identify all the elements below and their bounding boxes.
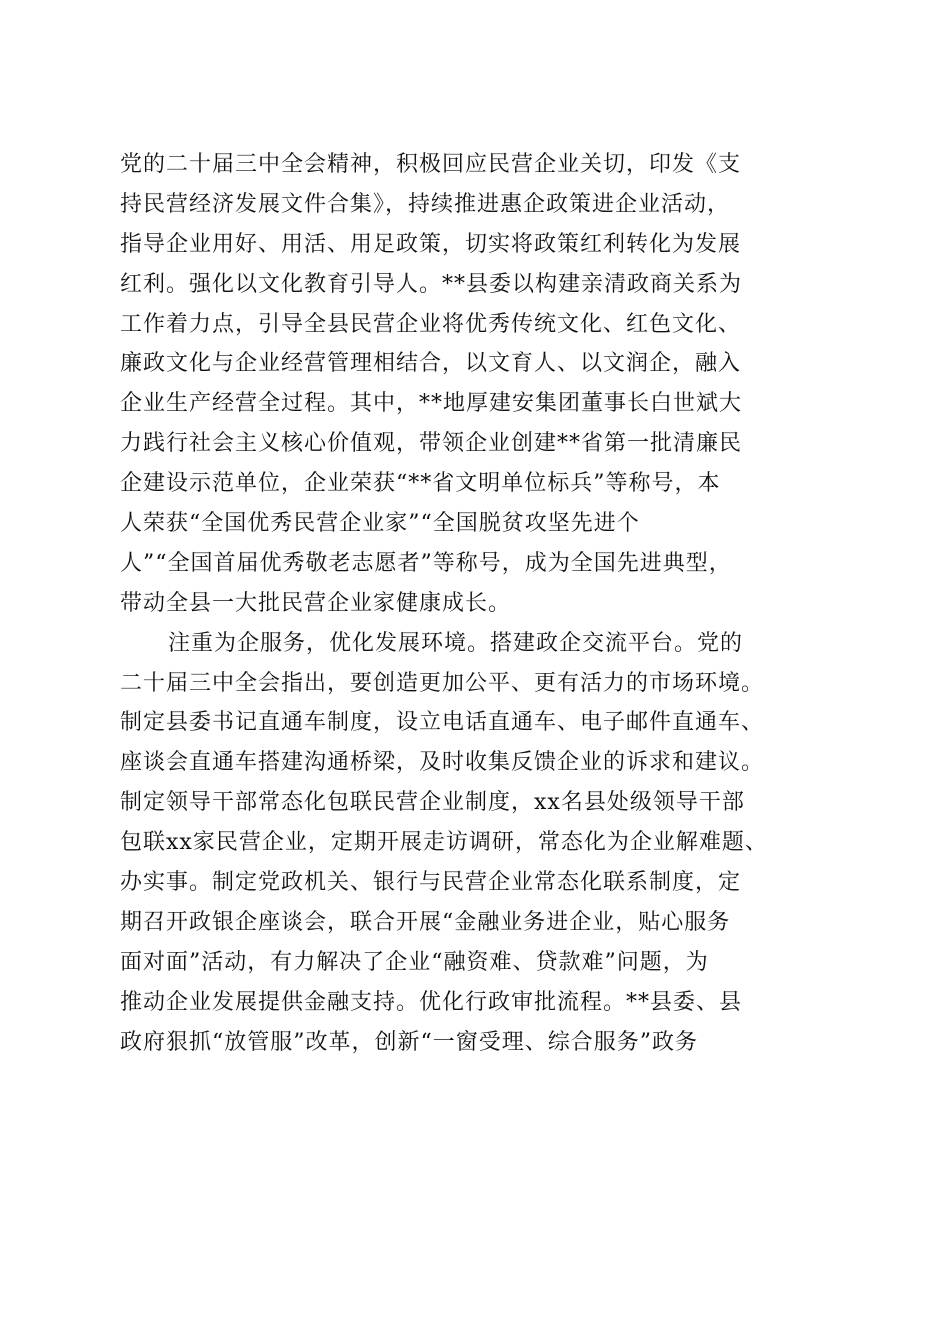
text-line: 制定领导干部常态化包联民营企业制度，xx名县处级领导干部 (120, 790, 745, 816)
text-line: 人”“全国首届优秀敬老志愿者”等称号，成为全国先进典型， (120, 550, 732, 576)
text-line: 廉政文化与企业经营管理相结合，以文育人、以文润企，融入 (120, 351, 742, 377)
paragraph-2 (120, 624, 830, 1063)
text-line: 期召开政银企座谈会，联合开展“金融业务进企业，贴心服务 (120, 909, 731, 935)
text-line: 企建设示范单位，企业荣获“**省文明单位标兵”等称号，本 (120, 471, 721, 497)
text-line: 工作着力点，引导全县民营企业将优秀传统文化、红色文化、 (120, 311, 742, 337)
body-text (120, 145, 830, 1062)
text-line: 人荣获“全国优秀民营企业家”“全国脱贫攻坚先进个 (120, 511, 640, 537)
text-line: 党的二十届三中全会精神，积极回应民营企业关切，印发《支 (120, 152, 742, 177)
text-line: 红利。强化以文化教育引导人。**县委以构建亲清政商关系为 (120, 271, 743, 297)
text-line: 推动企业发展提供金融支持。优化行政审批流程。**县委、县 (120, 989, 743, 1015)
text-line: 企业生产经营全过程。其中，**地厚建安集团董事长白世斌大 (120, 391, 743, 417)
text-line: 包联xx家民营企业，定期开展走访调研，常态化为企业解难题、 (120, 830, 768, 856)
text-line: 持民营经济发展文件合集》，持续推进惠企政策进企业活动， (120, 191, 731, 217)
text-line: 办实事。制定党政机关、银行与民营企业常态化联系制度，定 (120, 870, 742, 896)
text-line: 制定县委书记直通车制度，设立电话直通车、电子邮件直通车、 (120, 710, 765, 736)
text-line: 座谈会直通车搭建沟通桥梁，及时收集反馈企业的诉求和建议。 (120, 750, 765, 776)
text-line: 指导企业用好、用活、用足政策，切实将政策红利转化为发展 (120, 231, 742, 257)
text-line: 注重为企服务，优化发展环境。搭建政企交流平台。党的 (168, 630, 744, 656)
text-line: 二十届三中全会指出，要创造更加公平、更有活力的市场环境。 (120, 670, 765, 696)
text-line: 力践行社会主义核心价值观，带领企业创建**省第一批清廉民 (120, 431, 743, 457)
paragraph-1 (120, 145, 830, 624)
text-line: 政府狠抓“放管服”改革，创新“一窗受理、综合服务”政务 (120, 1029, 698, 1055)
text-line: 带动全县一大批民营企业家健康成长。 (120, 590, 512, 616)
text-line: 面对面”活动，有力解决了企业“融资难、贷款难”问题，为 (120, 949, 709, 975)
